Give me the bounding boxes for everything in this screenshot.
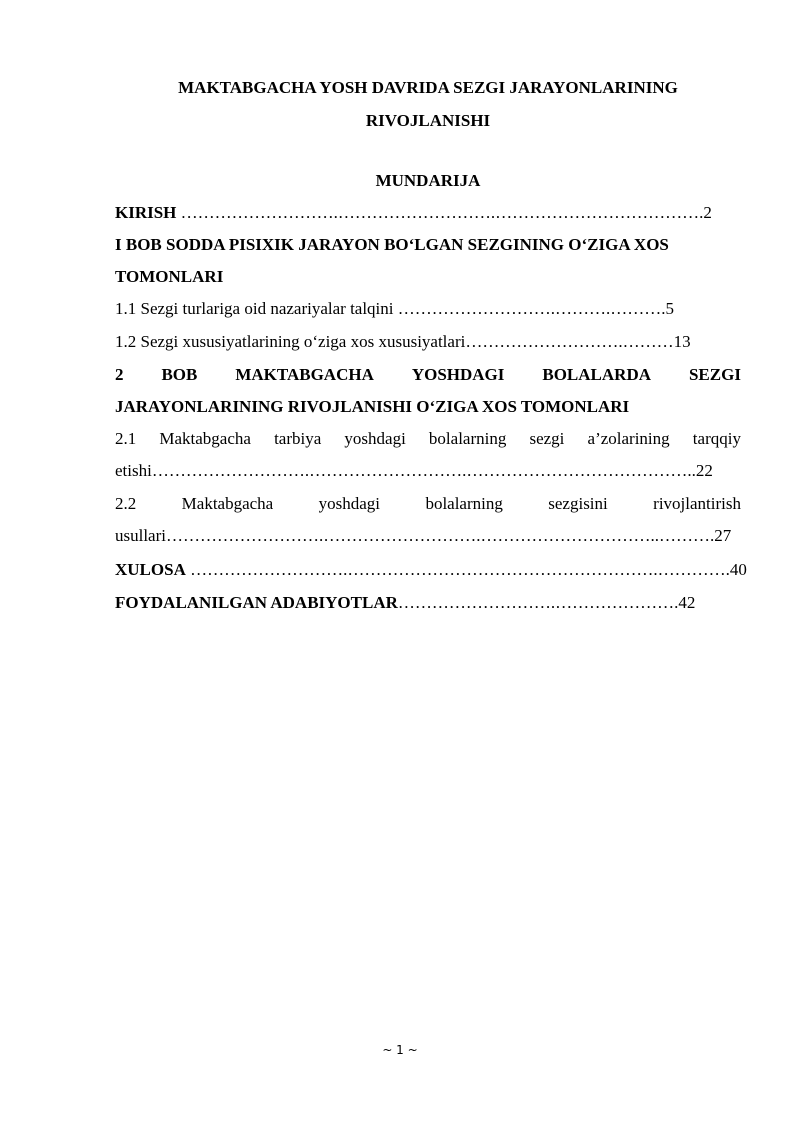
toc-chapter-2-line-2[interactable]: JARAYONLARINING RIVOJLANISHI O‘ZIGA XOS TOMONLARI xyxy=(115,397,630,416)
toc-word: sezgi xyxy=(529,429,565,448)
toc-page-number: 40 xyxy=(729,560,747,579)
document-title-line-1: MAKTABGACHA YOSH DAVRIDA SEZGI JARAYONLARINING xyxy=(178,78,678,97)
toc-entry-xulosa[interactable] xyxy=(115,560,747,580)
toc-entry-foydalanilgan-adabiyotlar[interactable] xyxy=(115,593,741,613)
toc-word: tarbiya xyxy=(274,429,322,448)
toc-chapter-2-line-1[interactable] xyxy=(115,365,741,385)
toc-entry-2-2-line-2[interactable] xyxy=(115,526,741,546)
toc-heading: MUNDARIJA xyxy=(375,171,481,190)
document-title-line-2: RIVOJLANISHI xyxy=(365,111,491,130)
toc-word: bolalarning xyxy=(428,429,507,448)
toc-word: 2.1 xyxy=(115,429,137,448)
toc-page-number: 2 xyxy=(703,203,712,222)
toc-word: YOSHDAGI xyxy=(411,365,505,384)
toc-entry-text: etishi……………………….……………………….………………………………….. xyxy=(115,461,696,480)
toc-chapter-1-line-1[interactable]: I BOB SODDA PISIXIK JARAYON BO‘LGAN SEZGINING O‘ZIGA XOS xyxy=(115,235,669,254)
toc-word: yoshdagi xyxy=(318,494,381,513)
toc-page-number: 5 xyxy=(665,299,675,318)
toc-page-number: 22 xyxy=(695,461,713,480)
toc-page-number: 27 xyxy=(714,526,732,545)
toc-word: Maktabgacha xyxy=(159,429,251,448)
toc-entry-label: XULOSA xyxy=(115,560,186,579)
toc-word: 2 xyxy=(115,365,124,384)
toc-entry-2-1-line-1[interactable] xyxy=(115,429,741,449)
toc-entry-1-2[interactable] xyxy=(115,332,741,352)
toc-word: SEZGI xyxy=(688,365,741,384)
toc-leader-dots: ……………………….…………………. xyxy=(397,593,679,612)
toc-leader-dots: ……………………….……………………………………………….…………. xyxy=(185,560,730,579)
page-number-footer: ~ 1 ~ xyxy=(382,1043,418,1057)
toc-entry-2-1-line-2[interactable] xyxy=(115,461,741,481)
toc-word: sezgisini xyxy=(548,494,608,513)
toc-page-number: 13 xyxy=(673,332,691,351)
toc-entry-label: KIRISH xyxy=(115,203,177,222)
toc-word: tarqqiy xyxy=(692,429,741,448)
toc-word: BOLALARDA xyxy=(542,365,651,384)
toc-word: 2.2 xyxy=(115,494,137,513)
toc-entry-kirish[interactable] xyxy=(115,203,741,223)
toc-entry-1-1[interactable] xyxy=(115,299,741,319)
toc-word: MAKTABGACHA xyxy=(235,365,374,384)
toc-word: rivojlantirish xyxy=(653,494,741,513)
toc-page-number: 42 xyxy=(678,593,696,612)
toc-word: Maktabgacha xyxy=(181,494,274,513)
toc-word: BOB xyxy=(161,365,198,384)
toc-entry-text: 1.2 Sezgi xususiyatlarining o‘ziga xos xususiyatlari……………………….……… xyxy=(115,332,674,351)
toc-entry-2-2-line-1[interactable] xyxy=(115,494,741,514)
toc-entry-text: usullari……………………….……………………….…………………………..………. xyxy=(115,526,715,545)
toc-chapter-1-line-2[interactable]: TOMONLARI xyxy=(115,267,224,286)
toc-leader-dots: ……………………….……………………….………………………………. xyxy=(176,203,704,222)
toc-entry-label: FOYDALANILGAN ADABIYOTLAR xyxy=(115,593,398,612)
toc-word: bolalarning xyxy=(425,494,503,513)
toc-word: yoshdagi xyxy=(344,429,406,448)
toc-word: a’zolarining xyxy=(587,429,670,448)
toc-entry-text: 1.1 Sezgi turlariga oid nazariyalar talqini ……………………….……….………. xyxy=(115,299,666,318)
